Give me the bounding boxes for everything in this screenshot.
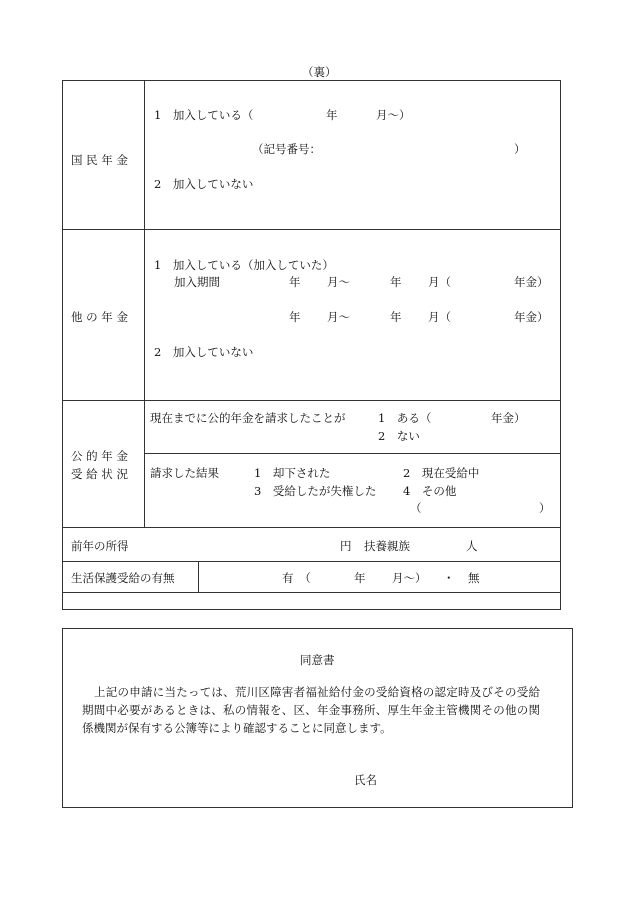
- other-period1-start-year[interactable]: 年: [289, 275, 301, 289]
- kokumin-number-label: （記号番号：: [252, 142, 321, 156]
- claim-result-other-close: ）: [539, 501, 551, 515]
- row-divider: [62, 527, 561, 528]
- other-period2-start-month[interactable]: 月～: [327, 310, 350, 324]
- signature-label: 氏名: [354, 773, 377, 787]
- claimed-option-yes[interactable]: 1 ある（: [378, 411, 432, 425]
- other-period2-end-month[interactable]: 月（: [428, 310, 451, 324]
- other-period1-pension-name[interactable]: 年金）: [514, 275, 549, 289]
- other-period2-start-year[interactable]: 年: [289, 310, 301, 324]
- welfare-yes[interactable]: 有 （: [282, 571, 311, 585]
- other-period-label: 加入期間: [174, 275, 220, 289]
- claim-result-label: 請求した結果: [150, 466, 219, 480]
- receipt-label-line1: 公 的 年 金: [71, 449, 128, 463]
- other-item-not-enrolled: 2 加入していない: [154, 345, 254, 359]
- kokumin-item-not-enrolled: 2 加入していない: [154, 177, 254, 191]
- kokumin-item-enrolled: 1 加入している（: [154, 108, 254, 122]
- pension-status-table: [62, 80, 561, 610]
- page-side-label: （裏）: [302, 65, 337, 79]
- row-divider: [62, 400, 561, 401]
- row-divider: [62, 592, 561, 593]
- claim-result-receiving[interactable]: 2 現在受給中: [403, 466, 480, 480]
- other-pension-label: 他 の 年 金: [71, 310, 128, 324]
- welfare-label: 生活保護受給の有無: [71, 571, 175, 585]
- consent-body: 上記の申請に当たっては、荒川区障害者福祉給付金の受給資格の認定時及びその受給期間中必要があるときは、私の情報を、区、年金事務所、厚生年金主管機関その他の関係機関が保有する公簿等により確認することに同意します。: [82, 685, 540, 735]
- kokumin-month-field[interactable]: 月～）: [376, 108, 411, 122]
- welfare-no[interactable]: 無: [468, 571, 480, 585]
- kokumin-year-field[interactable]: 年: [326, 108, 338, 122]
- claim-result-other-open: （: [410, 501, 422, 515]
- claim-result-rejected[interactable]: 1 却下された: [254, 466, 331, 480]
- table-column-divider: [144, 80, 145, 527]
- other-period1-start-month[interactable]: 月～: [327, 275, 350, 289]
- kokumin-number-close: ）: [514, 142, 526, 156]
- claimed-option-yes-close: 年金）: [491, 411, 526, 425]
- dependents-label: 扶養親族: [364, 539, 410, 553]
- income-yen-unit: 円: [340, 539, 352, 553]
- welfare-month[interactable]: 月～）: [392, 571, 427, 585]
- welfare-column-divider: [198, 561, 199, 592]
- claimed-option-no[interactable]: 2 ない: [378, 429, 420, 443]
- other-period1-end-month[interactable]: 月（: [428, 275, 451, 289]
- dependents-unit: 人: [466, 539, 478, 553]
- welfare-separator: ・: [443, 571, 455, 585]
- previous-income-label: 前年の所得: [71, 539, 129, 553]
- kokumin-nenkin-label: 国 民 年 金: [71, 153, 128, 167]
- consent-title: 同意書: [300, 653, 335, 667]
- other-period1-end-year[interactable]: 年: [390, 275, 402, 289]
- row-divider: [144, 453, 561, 454]
- claimed-question: 現在までに公的年金を請求したことが: [150, 411, 346, 425]
- other-period2-end-year[interactable]: 年: [390, 310, 402, 324]
- claim-result-other[interactable]: 4 その他: [403, 484, 457, 498]
- claim-result-forfeited[interactable]: 3 受給したが失権した: [254, 484, 377, 498]
- other-period2-pension-name[interactable]: 年金）: [514, 310, 549, 324]
- other-item-enrolled: 1 加入している（加入していた）: [154, 258, 334, 272]
- welfare-year[interactable]: 年: [354, 571, 366, 585]
- receipt-label-line2: 受 給 状 況: [71, 467, 128, 481]
- row-divider: [62, 561, 561, 562]
- row-divider: [62, 229, 561, 230]
